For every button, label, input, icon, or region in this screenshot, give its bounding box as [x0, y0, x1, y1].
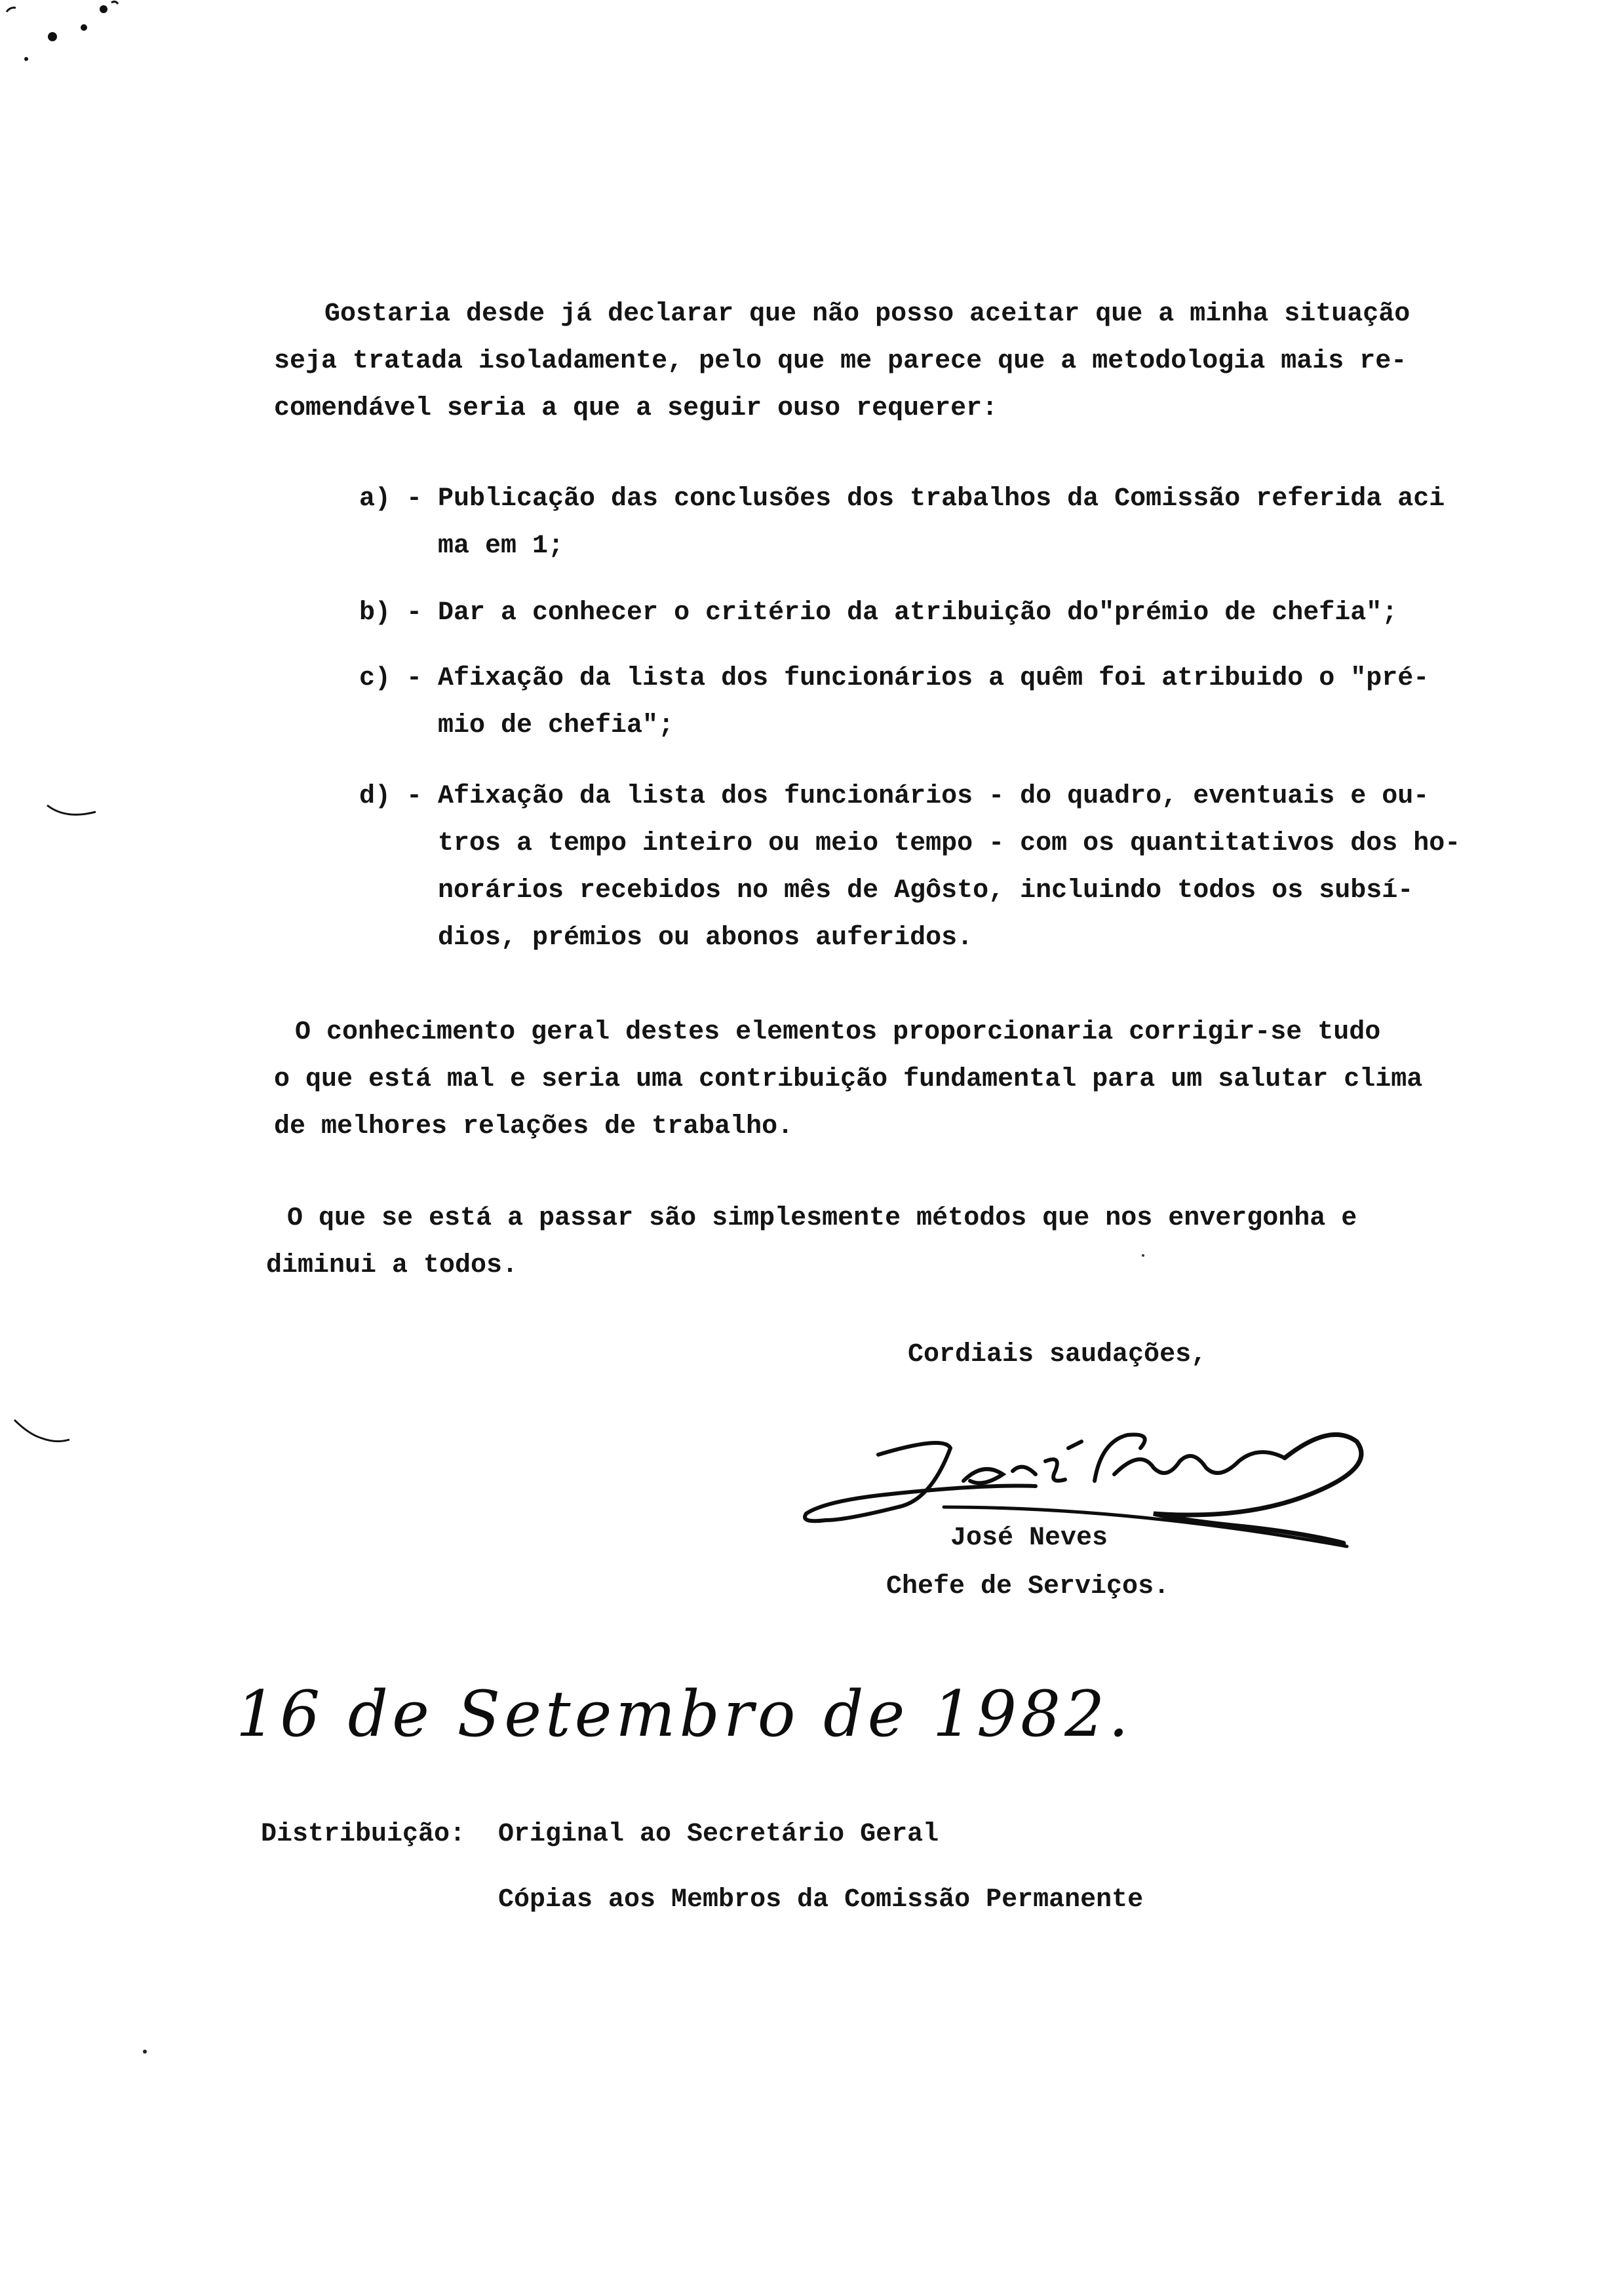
signatory-title: Chefe de Serviços.	[886, 1572, 1170, 1601]
paragraph-2-line-1: O conhecimento geral destes elementos proporcionaria corrigir-se tudo	[216, 1018, 1381, 1047]
item-d-line-3: norários recebidos no mês de Agôsto, incluindo todos os subsí-	[406, 876, 1414, 906]
item-d-line-4: dios, prémios ou abonos auferidos.	[406, 923, 973, 953]
scan-specks	[0, 0, 144, 66]
item-d-marker: d)	[359, 782, 391, 811]
stray-speck-1	[142, 2048, 148, 2055]
handwritten-date: 16 de Setembro de 1982.	[236, 1677, 1133, 1751]
distribution-copies: Cópias aos Membros da Comissão Permanente	[498, 1885, 1144, 1915]
item-a-line-2: ma em 1;	[406, 531, 564, 561]
item-b-line-1: - Dar a conhecer o critério da atribuição do"prémio de chefia";	[406, 598, 1398, 628]
item-c-line-1: - Afixação da lista dos funcionários a quêm foi atribuido o "pré-	[406, 664, 1430, 693]
paragraph-2-line-2: o que está mal e seria uma contribuição fundamental para um salutar clima	[274, 1065, 1423, 1094]
item-c-line-2: mio de chefia";	[406, 711, 674, 740]
item-d-line-2: tros a tempo inteiro ou meio tempo - com os quantitativos dos ho-	[406, 829, 1461, 858]
item-a-marker: a)	[359, 484, 391, 514]
distribution-original: Original ao Secretário Geral	[498, 1820, 939, 1849]
margin-mark-1	[46, 803, 98, 822]
distribution-label: Distribuição:	[261, 1820, 466, 1849]
closing-salutation: Cordiais saudações,	[908, 1340, 1207, 1369]
item-c-marker: c)	[359, 664, 391, 693]
paragraph-1-line-2: seja tratada isoladamente, pelo que me parece que a metodologia mais re-	[274, 347, 1407, 376]
margin-mark-2	[13, 1419, 72, 1451]
paragraph-3-line-2: diminui a todos.	[266, 1251, 518, 1280]
paragraph-1-line-3: comendável seria a que a seguir ouso requerer:	[274, 394, 998, 423]
stray-speck-2	[1140, 1253, 1146, 1258]
paragraph-1-line-1: Gostaria desde já declarar que não posso aceitar que a minha situação	[246, 299, 1411, 329]
signatory-name: José Neves	[950, 1523, 1108, 1553]
paragraph-3-line-1: O que se está a passar são simplesmente métodos que nos envergonha e	[208, 1204, 1357, 1233]
item-d-line-1: - Afixação da lista dos funcionários - do quadro, eventuais e ou-	[406, 782, 1430, 811]
item-a-line-1: - Publicação das conclusões dos trabalhos da Comissão referida aci	[406, 484, 1445, 514]
paragraph-2-line-3: de melhores relações de trabalho.	[274, 1112, 794, 1141]
item-b-marker: b)	[359, 598, 391, 628]
